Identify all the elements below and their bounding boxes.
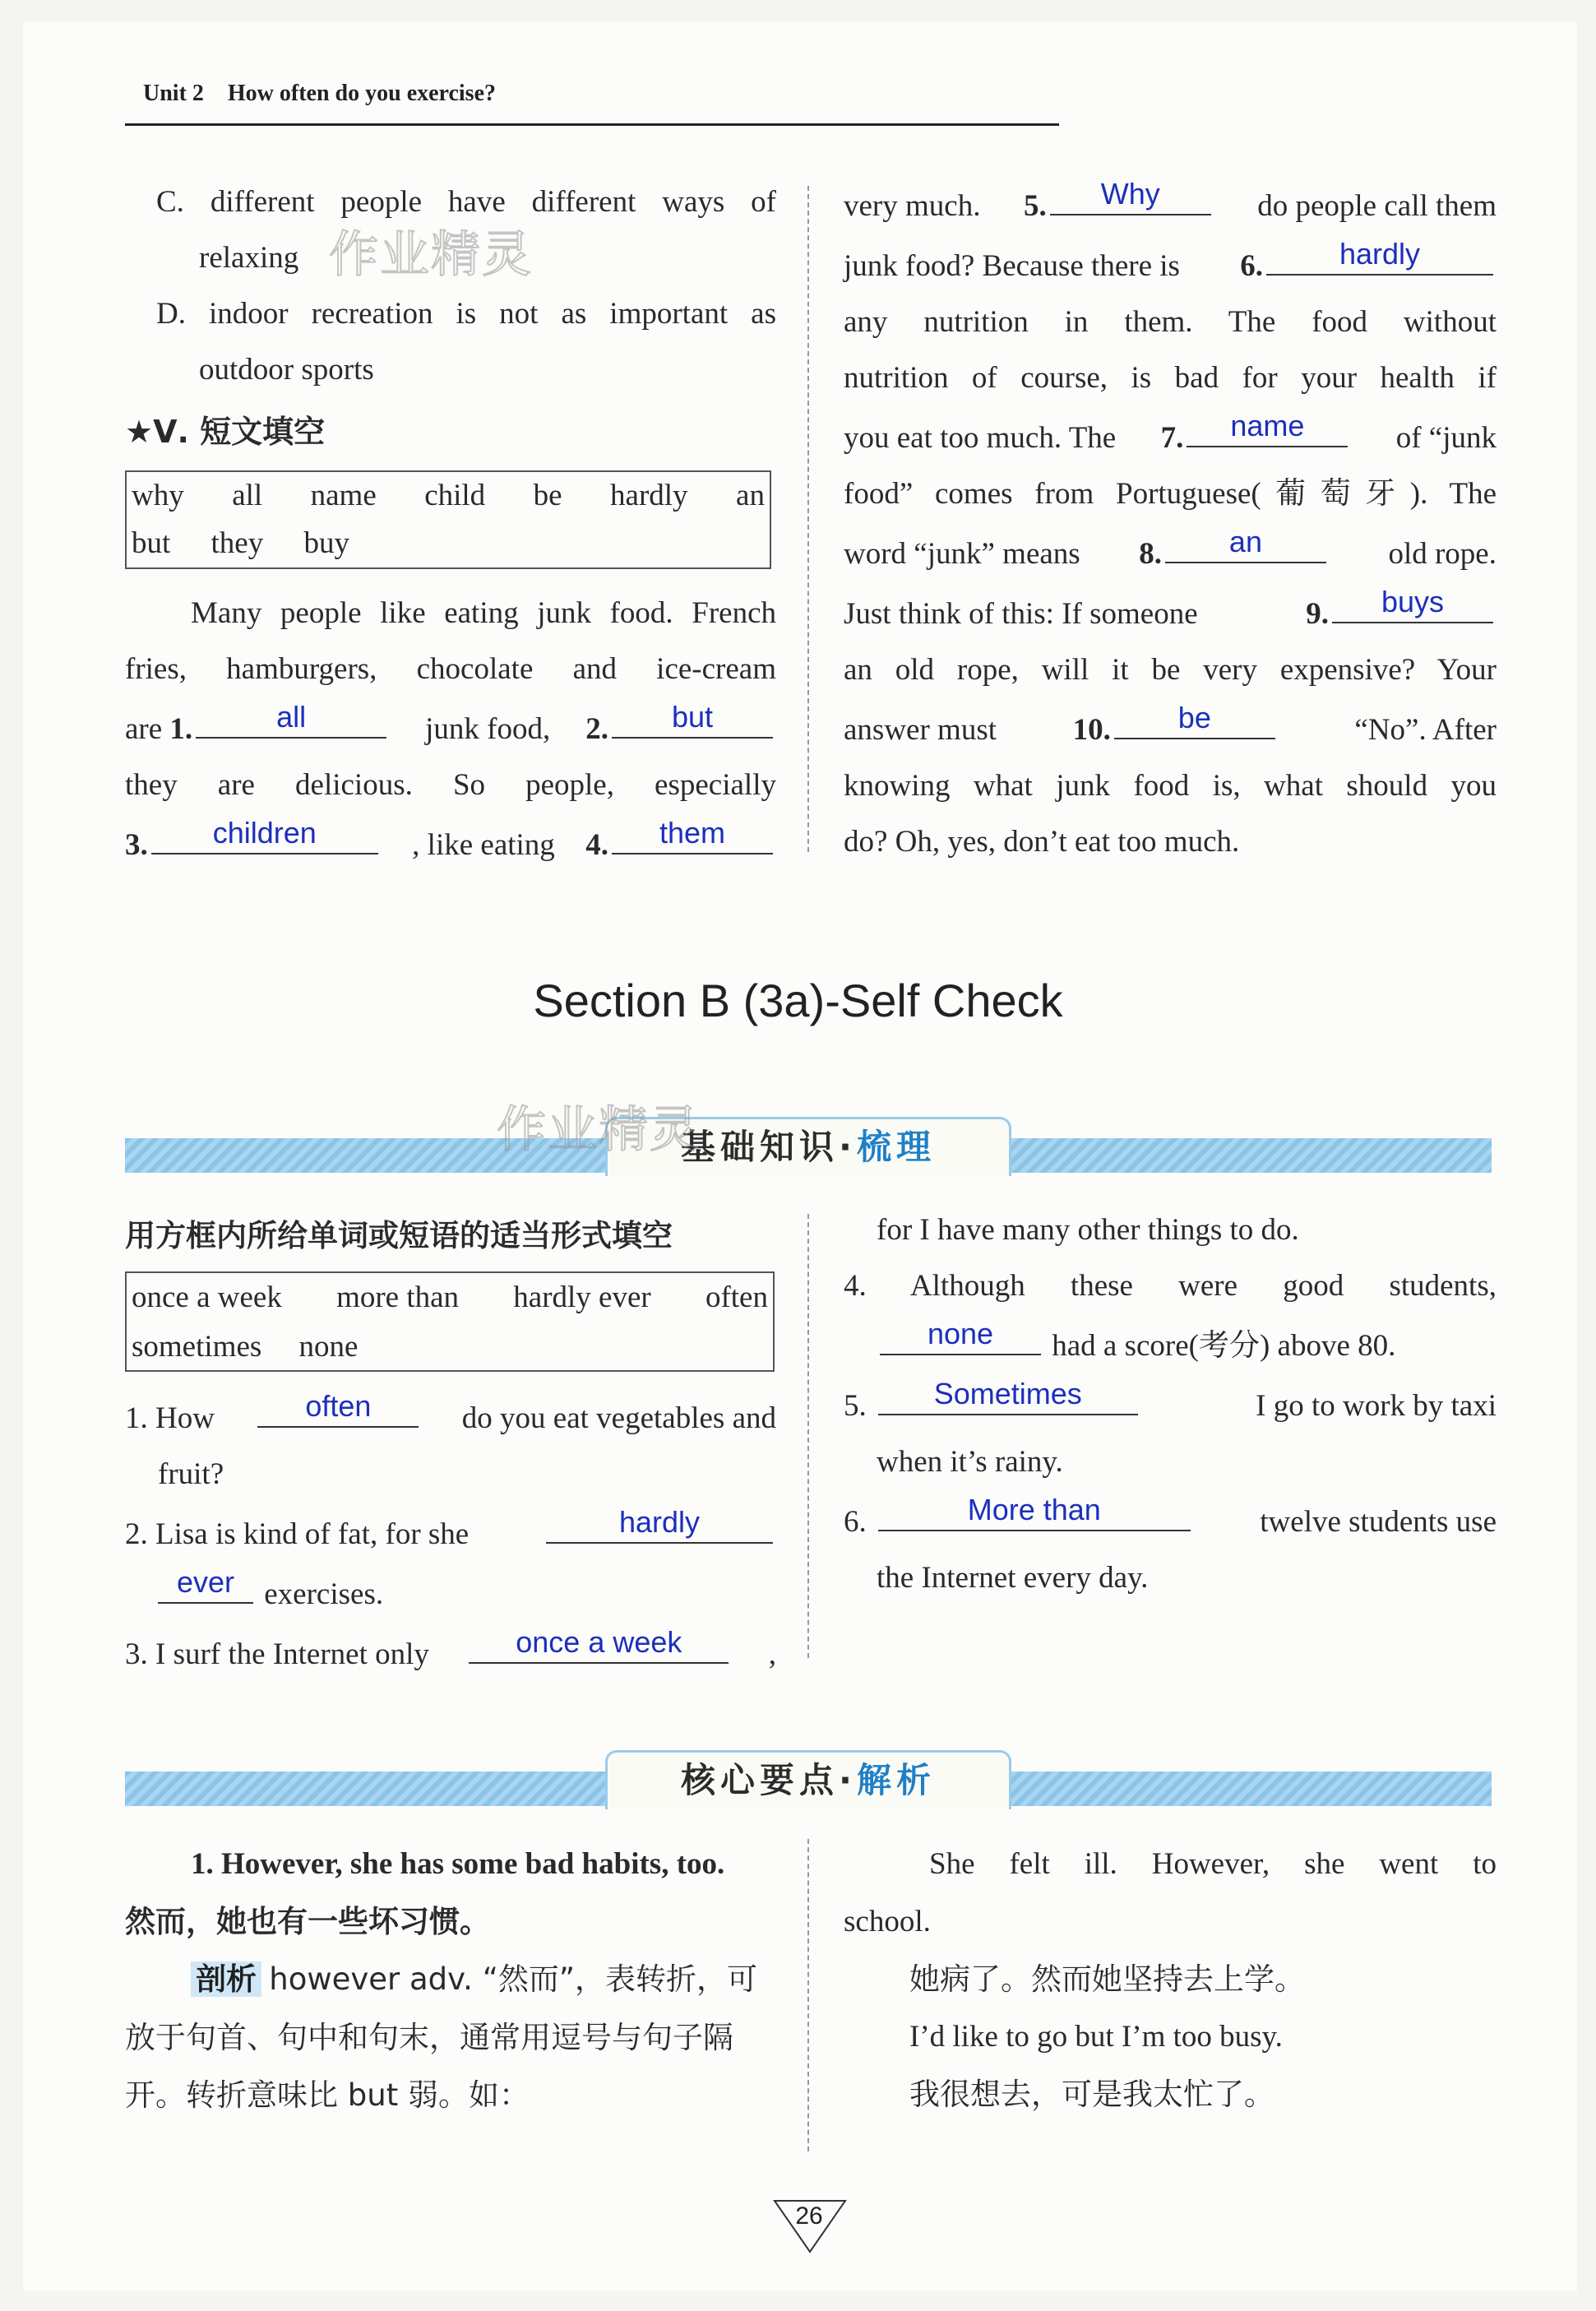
word-box-row2 [132,1322,768,1372]
box-phrase: once a week [132,1281,282,1314]
passage-text: you eat too much. The [844,421,1117,455]
blank-7[interactable] [1187,406,1348,447]
analysis-left [125,1836,776,2124]
tab-core-accent: 解析 [856,1760,936,1800]
word-box-row1 [132,472,765,520]
blank-6[interactable] [1266,234,1493,276]
column-divider-bottom [807,1839,809,2151]
analysis-right [844,1836,1497,2123]
passage-line-blanks-1-2 [125,697,776,757]
analysis-text: however adv. “然而”，表转折，可 [269,1961,758,1997]
answer-q5: Sometimes [933,1377,1082,1410]
passage-line: they are delicious. So people, especially [125,768,776,802]
box-word: an [736,479,765,512]
exercise-right [844,1202,1497,1606]
passage-text: are [125,712,163,746]
blank-4[interactable] [612,813,773,854]
passage-line: nutrition of course, is bad for your health if [844,361,1497,395]
passage-line: fries, hamburgers, chocolate and ice-cream [125,652,776,686]
passage-line-blanks-3-4 [125,813,776,873]
blank-number: 4. [585,828,608,862]
blank-8[interactable] [1165,522,1326,563]
analysis-text: 开。转折意味比 but 弱。如： [125,2077,530,2113]
question-4-cont [844,1314,1497,1374]
box-phrase: sometimes [132,1330,262,1364]
question-text: fruit? [158,1457,224,1491]
box-phrase: none [298,1330,359,1364]
passage-line: an old rope, will it be very expensive? Your [844,653,1497,687]
question-text: 4. Although these were good students, [844,1269,1497,1303]
passage-line: do? Oh, yes, don’t eat too much. [844,825,1240,859]
question-text: had a score(考分) above 80. [1052,1329,1396,1363]
key-sentence: 1. However, she has some bad habits, too. [191,1847,725,1881]
blank-number: 8. [1139,537,1162,571]
box-phrase: often [705,1281,768,1314]
answer-q3: once a week [516,1625,682,1659]
passage-text: old rope. [1388,537,1497,571]
box-word: name [310,479,377,512]
question-text: for I have many other things to do. [877,1213,1299,1247]
passage-text: very much. [844,189,981,223]
options-cd [125,174,776,398]
question-text: when it’s rainy. [877,1445,1063,1479]
tab-core-label: 核心要点 [681,1760,840,1800]
question-text: the Internet every day. [877,1561,1149,1595]
blank-2[interactable] [612,697,773,739]
passage-line-blank-8 [844,522,1497,582]
blank-number: 5. [1023,189,1047,223]
example-translation: 她病了。然而她坚持去上学。 [909,1961,1305,1997]
question-text: do you eat vegetables and [461,1401,776,1435]
passage-text: Just think of this: If someone [844,597,1198,631]
tab-separator: · [839,1760,857,1800]
passage-text: of “junk [1395,421,1497,455]
blank-1[interactable] [196,697,386,739]
tab-basics-label: 基础知识 [681,1127,840,1167]
word-box-row2 [132,520,765,567]
analysis-line-1 [125,1951,776,2009]
box-word: buy [303,526,349,560]
passage-text: do people call them [1257,189,1497,223]
analysis-text: 放于句首、句中和句末，通常用逗号与句子隔 [125,2020,733,2055]
question-text: I go to work by taxi [1256,1389,1497,1423]
passage-text: junk food, [425,712,551,746]
blank-number: 6. [1240,249,1263,283]
unit-label: Unit 2 [143,81,204,106]
passage-text: answer must [844,713,997,747]
blank-5[interactable] [1050,174,1211,215]
blank-q3[interactable] [469,1623,729,1664]
option-d-line1: D. indoor recreation is not as important as [156,297,776,331]
exercise-instruction: 用方框内所给单词或短语的适当形式填空 [125,1218,673,1253]
key-sentence-translation: 然而，她也有一些坏习惯。 [125,1904,490,1939]
option-d-line2: outdoor sports [199,353,374,387]
blank-number: 9. [1306,597,1329,631]
box-word: be [533,479,562,512]
passage-line-blank-10 [844,698,1497,758]
blank-number: 7. [1160,421,1184,455]
answer-1: all [276,700,307,734]
passage-line: knowing what junk food is, what should you [844,769,1497,803]
box-word: all [232,479,263,512]
answer-2: but [671,700,714,734]
answer-7: name [1230,409,1305,442]
passage-line-blank-9 [844,582,1497,642]
part5-word-box [125,470,771,569]
passage-left [125,586,776,873]
option-c-line2: relaxing [199,241,299,275]
box-phrase: hardly ever [513,1281,651,1314]
question-text: twelve students use [1260,1505,1497,1539]
box-word: but [132,526,171,560]
watermark-mid: 作业精灵 [497,1101,701,1159]
blank-number: 3. [125,828,148,862]
question-text: 5. [844,1389,867,1423]
box-word: child [424,479,486,512]
blank-q6[interactable] [878,1490,1191,1531]
question-text: 3. I surf the Internet only [125,1637,429,1671]
answer-q6: More than [967,1493,1101,1526]
blank-10[interactable] [1114,698,1275,739]
question-text: 6. [844,1505,867,1539]
question-1 [125,1387,776,1447]
question-text: exercises. [264,1577,384,1611]
passage-text: “No”. After [1354,713,1497,747]
box-word: hardly [610,479,688,512]
answer-3: children [212,816,317,850]
tab-separator: · [839,1127,857,1167]
answer-q2a: hardly [618,1505,701,1539]
answer-9: buys [1381,585,1445,618]
question-text: , [768,1637,776,1671]
passage-text: word “junk” means [844,537,1080,571]
tab-core [605,1750,1011,1809]
blank-3[interactable] [151,813,378,854]
answer-q2b: ever [176,1565,235,1599]
word-box-row1 [132,1273,768,1322]
section-title: Section B (3a)-Self Check [533,975,1063,1026]
answer-q1: often [305,1389,372,1423]
part5-heading: ★Ⅴ. 短文填空 [125,414,326,450]
running-header [143,81,496,107]
question-2-cont [125,1563,776,1623]
example-translation: 我很想去，可是我太忙了。 [909,2077,1274,2112]
passage-line-blank-5 [844,174,1497,234]
question-2 [125,1503,776,1563]
answer-10: be [1177,701,1211,734]
box-word: they [210,526,264,560]
box-word: why [132,479,184,512]
passage-line: food” comes from Portuguese(葡萄牙). The [844,477,1497,511]
passage-line-blank-6 [844,234,1497,294]
blank-number: 2. [585,712,608,746]
column-divider-top [807,186,809,852]
exercise-left [125,1387,776,1683]
column-divider-mid [807,1214,809,1658]
blank-number: 10. [1072,713,1111,747]
passage-text: , like eating [412,828,555,862]
passage-line-blank-7 [844,406,1497,466]
example-sentence: She felt ill. However, she went to [929,1847,1497,1881]
blank-q2b[interactable] [158,1563,253,1604]
blank-q5[interactable] [878,1374,1138,1415]
question-text: 1. How [125,1401,215,1435]
question-text: 2. Lisa is kind of fat, for she [125,1517,470,1551]
header-rule [125,123,1059,126]
answer-q4: none [927,1317,994,1350]
option-c-line1: C. different people have different ways of [156,185,776,219]
blank-9[interactable] [1332,582,1493,623]
exercise-word-box [125,1271,775,1372]
answer-5: Why [1100,177,1160,211]
answer-4: them [659,816,725,850]
passage-line: any nutrition in them. The food without [844,305,1497,339]
blank-q1[interactable] [257,1387,419,1428]
unit-title: How often do you exercise? [227,81,497,106]
blank-q4[interactable] [880,1314,1041,1355]
question-6 [844,1490,1497,1550]
answer-8: an [1228,525,1262,558]
passage-right [844,174,1497,870]
analysis-tag: 剖析 [191,1961,261,1997]
answer-6: hardly [1339,237,1421,271]
passage-line: Many people like eating junk food. French [191,596,776,630]
tab-basics-accent: 梳理 [856,1127,936,1167]
example-sentence: I’d like to go but I’m too busy. [909,2020,1283,2054]
example-sentence: school. [844,1905,931,1938]
question-5 [844,1374,1497,1434]
watermark-top: 作业精灵 [329,226,533,284]
box-phrase: more than [336,1281,460,1314]
blank-number: 1. [169,712,193,746]
blank-q2a[interactable] [546,1503,773,1544]
question-3 [125,1623,776,1683]
passage-text: junk food? Because there is [844,249,1180,283]
page-number: 26 [795,2202,823,2230]
